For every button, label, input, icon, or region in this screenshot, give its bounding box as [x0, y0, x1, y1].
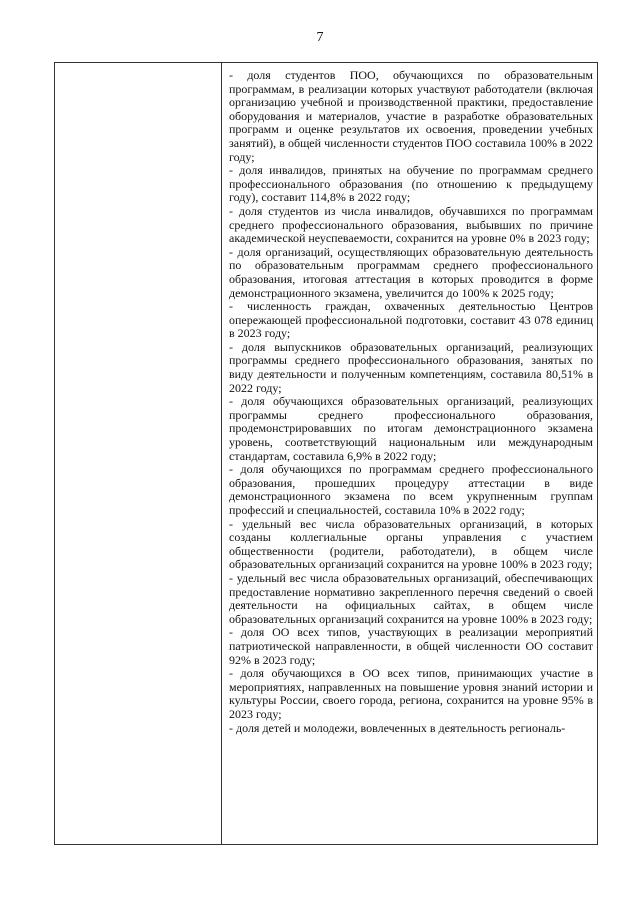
list-item: - численность граждан, охваченных деятельностью Центров опережающей профессиональной подготовки, составит 43 078 единиц в 2023 году;	[229, 299, 593, 341]
list-item: - доля студентов ПОО, обучающихся по образовательным программам, в реализации которых участвуют работодатели (включая организацию учебной и производственной практики, предоставление оборудования и материалов, участие в разработке образовательных программ и оценке результатов их освоения, проведении учебных занятий), в общей численности студентов ПОО составила 100% в 2022 году;	[229, 68, 593, 164]
list-item: - доля детей и молодежи, вовлеченных в деятельность региональ-	[229, 720, 566, 735]
list-item: - доля организаций, осуществляющих образовательную деятельность по образовательным программам среднего профессионального образования, итоговая аттестация в которых проводится в форме демонстрационного экзамена, увеличится до 100% к 2025 году;	[229, 244, 593, 300]
list-item: - доля студентов из числа инвалидов, обучавшихся по программам среднего профессионального образования, выбывших по причине академической неуспеваемости, сохранится на уровне 0% в 2023 году;	[229, 203, 593, 246]
list-item: - удельный вес числа образовательных организаций, в которых созданы коллегиальные органы управления с участием общественности (родители, работодатели), в общем числе образовательных организаций сохранится на уровне 100% в 2023 году;	[229, 516, 593, 572]
page-number: 7	[316, 30, 324, 45]
table-left-cell	[55, 63, 222, 844]
list-item: - доля инвалидов, принятых на обучение по программам среднего профессионального образования (по отношению к предыдущему году), составит 114,8% в 2022 году;	[229, 163, 593, 205]
list-item: - доля обучающихся в ОО всех типов, принимающих участие в мероприятиях, направленных на повышение уровня знаний истории и культуры России, своего города, региона, сохранится на уровне 95% в 2023 году;	[229, 666, 593, 721]
list-item: - доля ОО всех типов, участвующих в реализации мероприятий патриотической направленности, в общей численности ОО составит 92% в 2023 году;	[229, 625, 593, 667]
list-item: - удельный вес числа образовательных организаций, обеспечивающих предоставление нормативно закрепленного перечня сведений о своей деятельности на официальных сайтах, в общем числе образовательных организаций сохранится на уровне 100% в 2023 году;	[229, 570, 593, 626]
document-table	[54, 62, 598, 845]
list-item: - доля обучающихся образовательных организаций, реализующих программы среднего профессионального образования, продемонстрировавших по итогам демонстрационного экзамена уровень, соответствующий национальным или международным стандартам, составила 6,9% в 2022 году;	[229, 394, 593, 463]
list-item: - доля выпускников образовательных организаций, реализующих программы среднего профессионального образования, занятых по виду деятельности и полученным компетенциям, составила 80,51% в 2022 году;	[229, 339, 593, 395]
table-right-cell	[222, 63, 597, 844]
list-item: - доля обучающихся по программам среднего профессионального образования, прошедших процедуру аттестации в виде демонстрационного экзамена по всем укрупненным группам профессий и специальностей, составила 10% в 2022 году;	[229, 462, 593, 517]
